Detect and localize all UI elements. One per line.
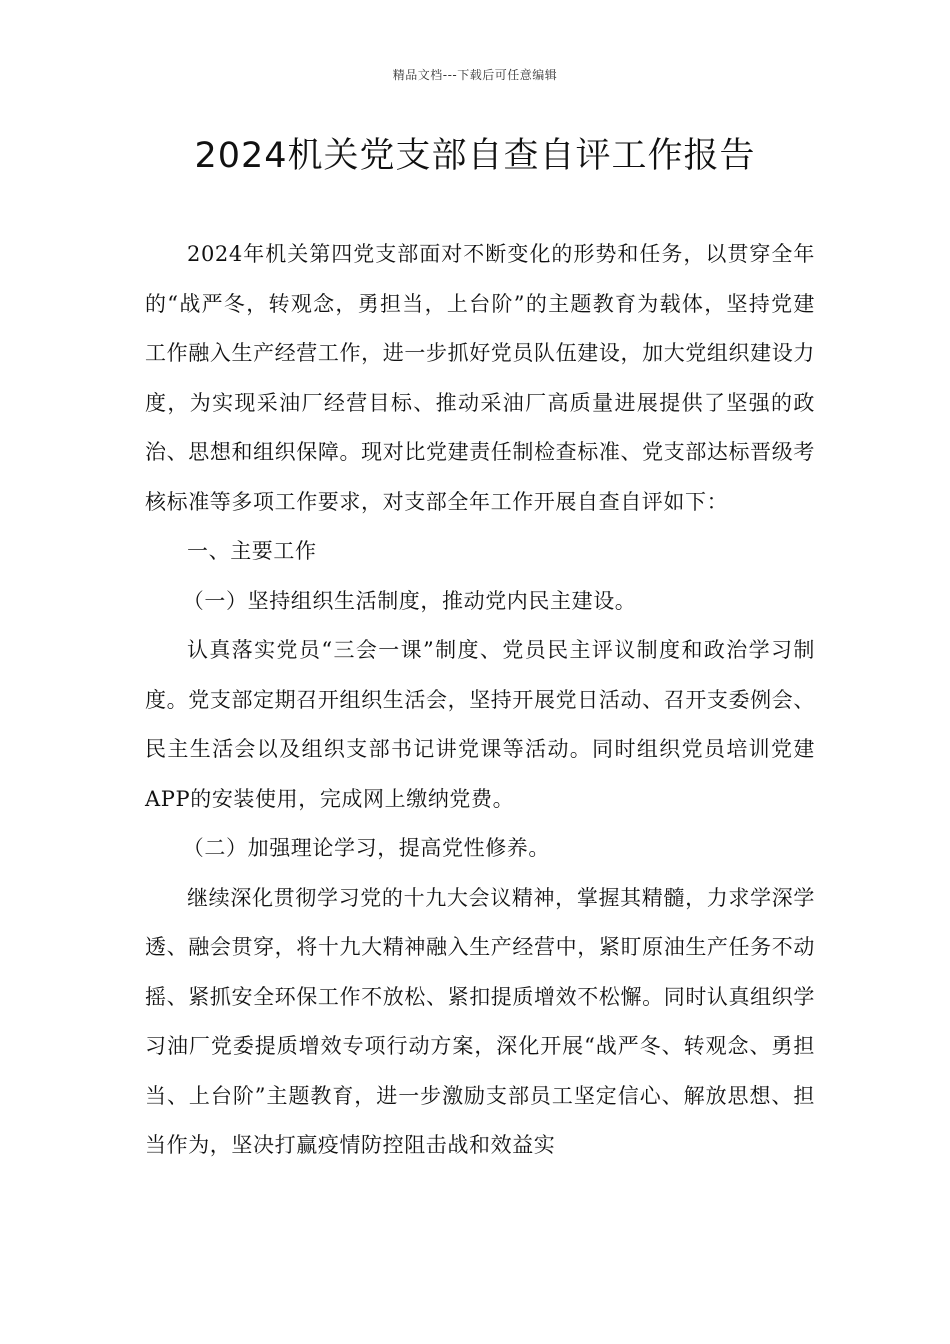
subsection-paragraph-1: 认真落实党员“三会一课”制度、党员民主评议制度和政治学习制度。党支部定期召开组织生活会，坚持开展党日活动、召开支委例会、民主生活会以及组织支部书记讲党课等活动。同时组织党员培训党建APP的安装使用，完成网上缴纳党费。 — [145, 638, 815, 811]
section-heading-main-work: 一、主要工作 — [187, 539, 317, 563]
intro-paragraph: 2024年机关第四党支部面对不断变化的形势和任务，以贯穿全年的“战严冬，转观念，勇担当，上台阶”的主题教育为载体，坚持党建工作融入生产经营工作，进一步抓好党员队伍建设，加大党组织建设力度，为实现采油厂经营目标、推动采油厂高质量进展提供了坚强的政治、思想和组织保障。现对比党建责任制检查标准、党支部达标晋级考核标准等多项工作要求，对支部全年工作开展自查自评如下： — [145, 242, 815, 514]
header-note: 精品文档---下载后可任意编辑 — [392, 68, 558, 82]
subsection-heading-1: （一）坚持组织生活制度，推动党内民主建设。 — [182, 588, 637, 613]
document-title: 2024机关党支部自查自评工作报告 — [194, 136, 756, 176]
subsection-heading-2: （二）加强理论学习，提高党性修养。 — [182, 836, 550, 860]
subsection-paragraph-2: 继续深化贯彻学习党的十九大会议精神，掌握其精髓，力求学深学透、融会贯穿，将十九大精神融入生产经营中，紧盯原油生产任务不动摇、紧抓安全环保工作不放松、紧扣提质增效不松懈。同时认真组织学习油厂党委提质增效专项行动方案，深化开展“战严冬、转观念、勇担当、上台阶”主题教育，进一步激励支部员工坚定信心、解放思想、担当作为，坚决打赢疫情防控阻击战和效益实 — [145, 885, 815, 1157]
document-body — [145, 230, 815, 1171]
